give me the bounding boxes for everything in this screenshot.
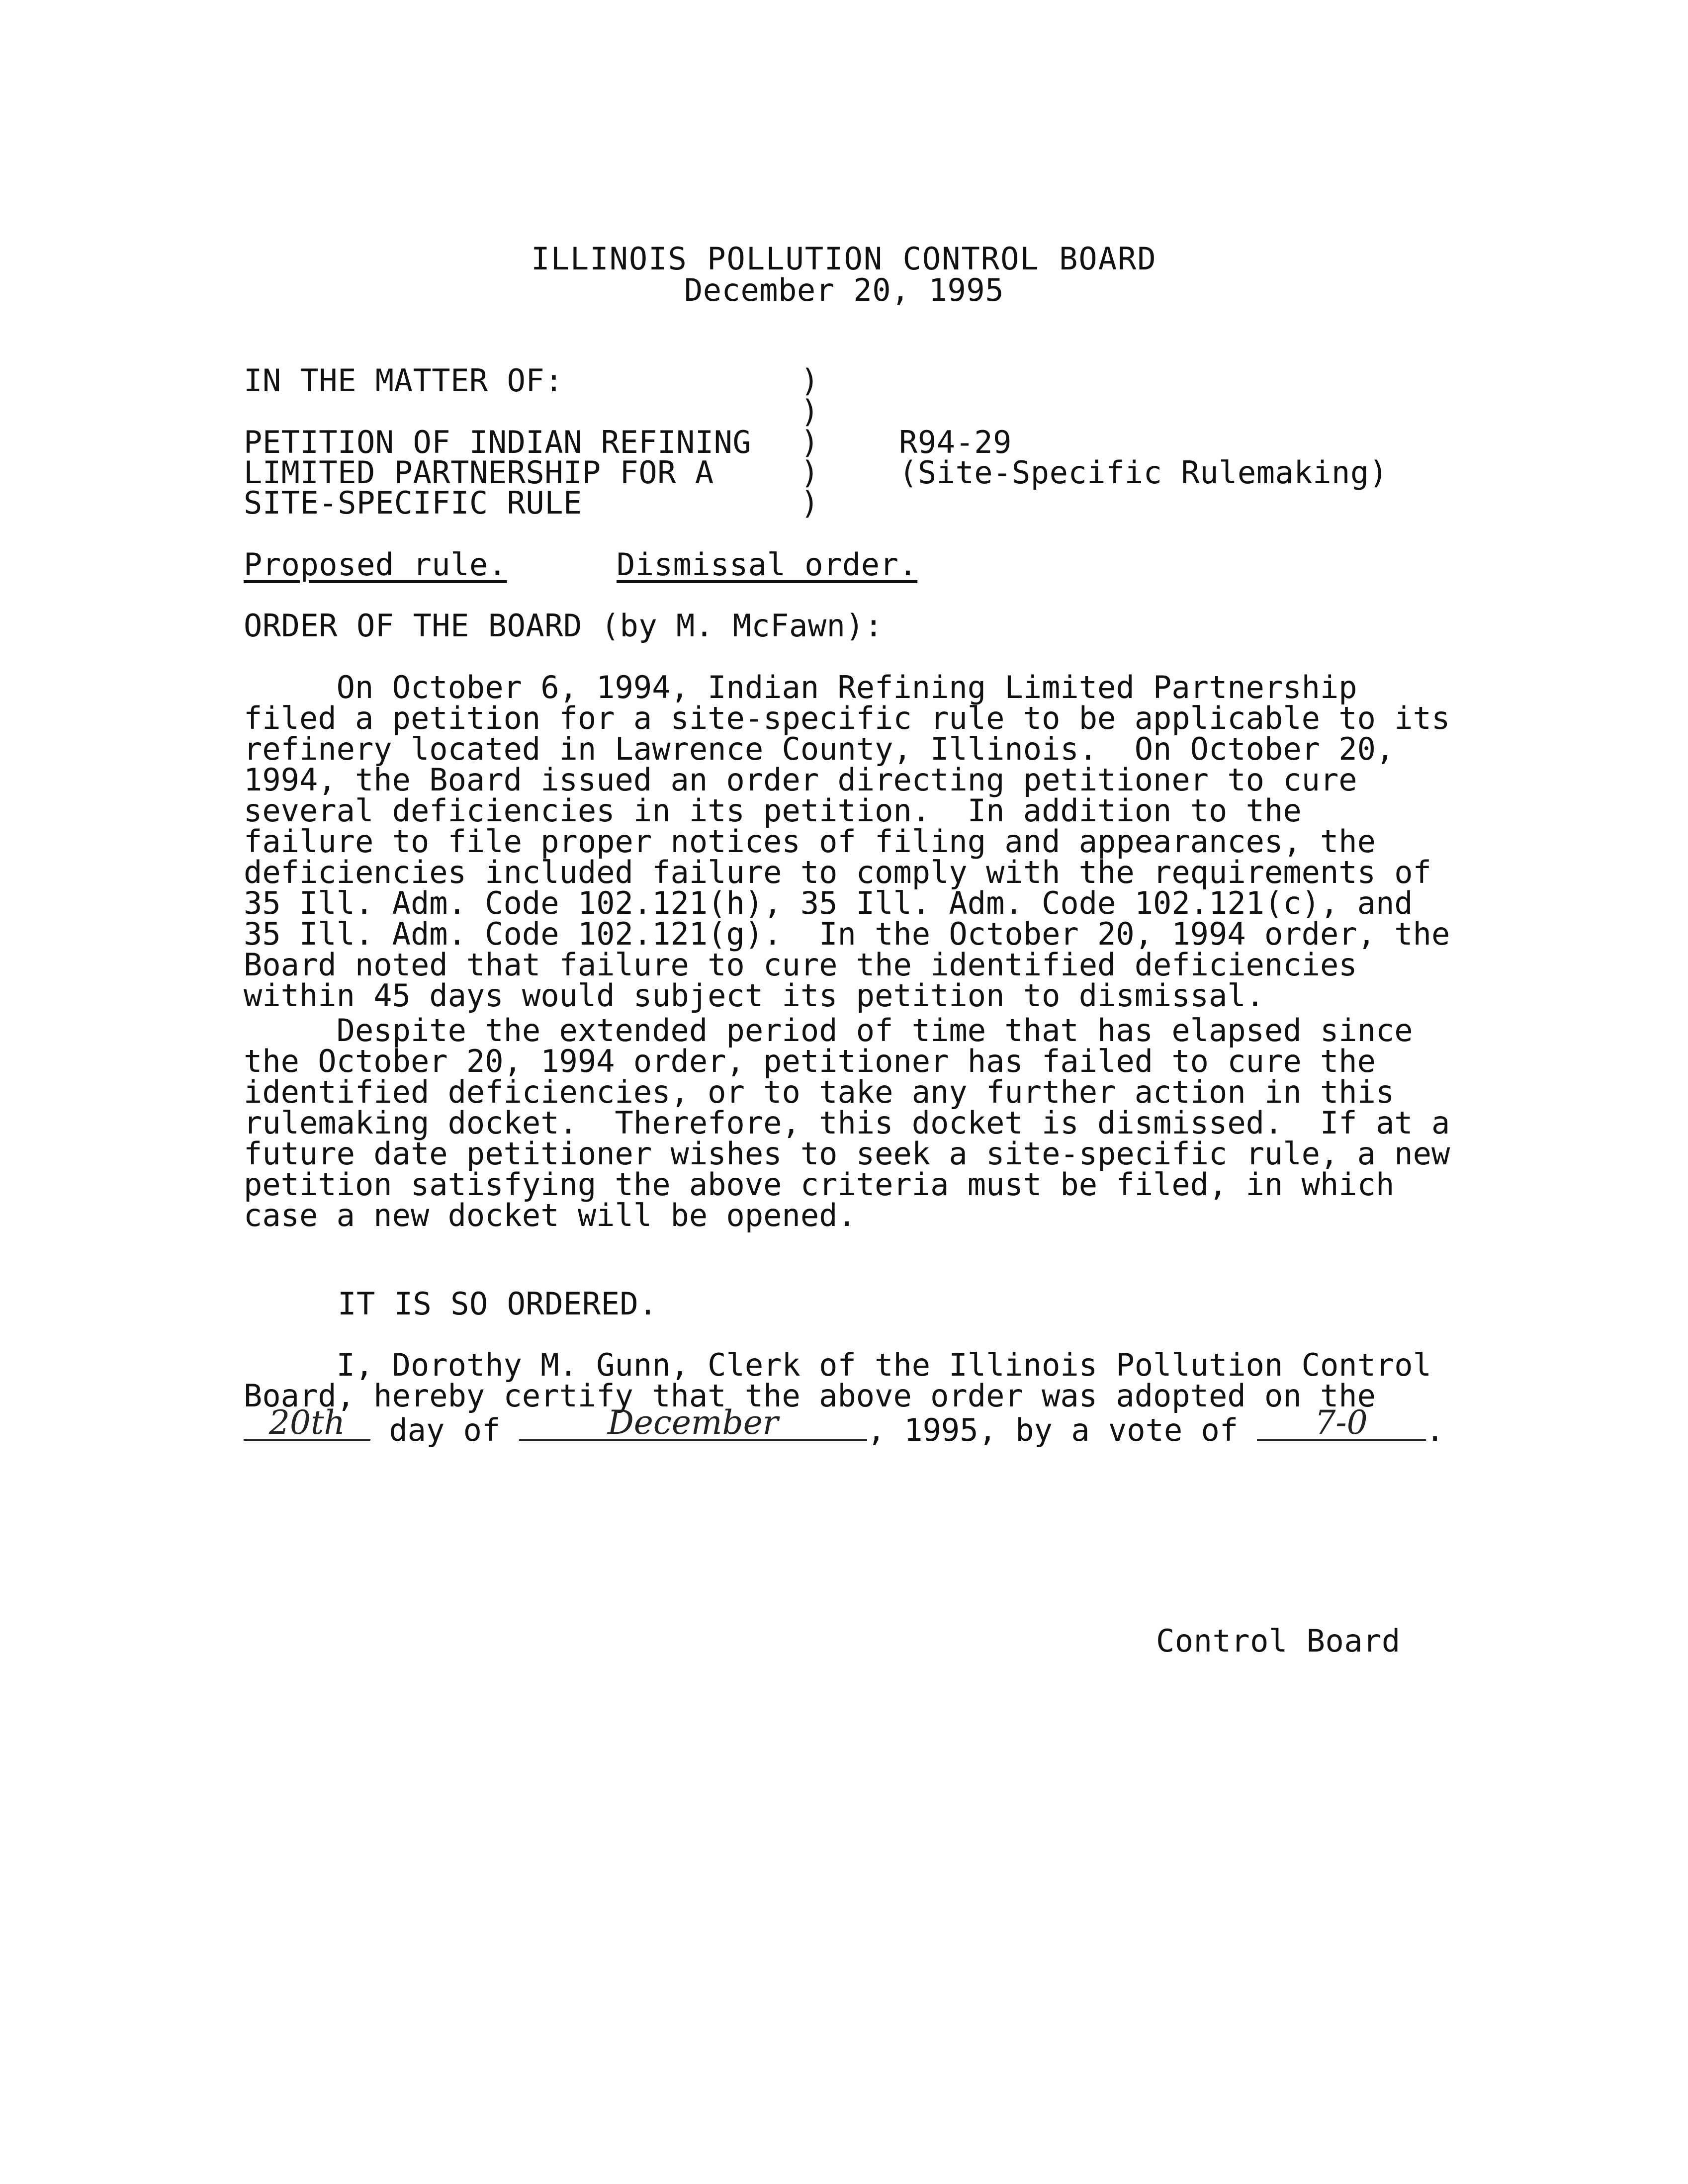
- paragraph-line: failure to file proper notices of filing and appearances, the: [244, 823, 1376, 860]
- certification-fill-line: [244, 1403, 1472, 1448]
- paragraph-line: the October 20, 1994 order, petitioner has failed to cure the: [244, 1043, 1376, 1079]
- signature-title: Control Board: [1156, 1623, 1401, 1659]
- caption-petition-line: SITE-SPECIFIC RULE: [244, 485, 582, 521]
- caption-paren: ): [800, 424, 819, 460]
- year-vote-text: , 1995, by a vote of: [867, 1412, 1257, 1448]
- paragraph-line: 1994, the Board issued an order directing petitioner to cure: [244, 762, 1357, 798]
- subject-dismissal-order: Dismissal order.: [617, 546, 918, 583]
- handwritten-vote: 7-0: [1315, 1403, 1368, 1442]
- handwritten-day: 20th: [268, 1403, 345, 1442]
- day-of-text: day of: [370, 1412, 519, 1448]
- caption-petition-line: LIMITED PARTNERSHIP FOR A: [244, 454, 714, 491]
- paragraph-line: 35 Ill. Adm. Code 102.121(g). In the October 20, 1994 order, the: [244, 916, 1450, 952]
- certification-block: [244, 1347, 1472, 1448]
- certification-line: I, Dorothy M. Gunn, Clerk of the Illinois Pollution Control: [244, 1347, 1431, 1383]
- paragraph-line: future date petitioner wishes to seek a site-specific rule, a new: [244, 1136, 1450, 1172]
- paragraph-line: case a new docket will be opened.: [244, 1197, 856, 1233]
- subject-proposed-rule: Proposed rule.: [244, 546, 507, 583]
- paragraph-line: refinery located in Lawrence County, Illinois. On October 20,: [244, 731, 1395, 767]
- header-organization: ILLINOIS POLLUTION CONTROL BOARD: [531, 241, 1157, 277]
- paragraph-line: Board noted that failure to cure the identified deficiencies: [244, 947, 1357, 983]
- end-period: .: [1425, 1412, 1444, 1448]
- paragraph-line: several deficiencies in its petition. In addition to the: [244, 792, 1302, 829]
- paragraph-line: filed a petition for a site-specific rule to be applicable to its: [244, 700, 1450, 736]
- paragraph-line: Despite the extended period of time that has elapsed since: [244, 1012, 1413, 1048]
- paragraph-line: identified deficiencies, or to take any further action in this: [244, 1074, 1395, 1110]
- paragraph-line: petition satisfying the above criteria must be filed, in which: [244, 1166, 1395, 1203]
- caption-paren: ): [800, 454, 819, 491]
- caption-in-the-matter: IN THE MATTER OF:: [244, 362, 564, 399]
- caption-paren: ): [800, 393, 819, 430]
- day-blank: [244, 1403, 370, 1442]
- vote-blank: [1257, 1403, 1426, 1442]
- header-date: December 20, 1995: [684, 272, 1004, 308]
- paragraph-line: rulemaking docket. Therefore, this docket is dismissed. If at a: [244, 1105, 1450, 1141]
- paragraph-line: deficiencies included failure to comply with the requirements of: [244, 854, 1431, 890]
- order-heading: ORDER OF THE BOARD (by M. McFawn):: [244, 608, 884, 644]
- so-ordered: IT IS SO ORDERED.: [244, 1286, 658, 1322]
- handwritten-month: December: [607, 1403, 779, 1442]
- paragraph-line: 35 Ill. Adm. Code 102.121(h), 35 Ill. Adm. Code 102.121(c), and: [244, 885, 1413, 921]
- month-blank: [519, 1403, 867, 1442]
- body-paragraph-1: [244, 669, 1472, 1014]
- caption-paren: ): [800, 362, 819, 399]
- certification-line: Board, hereby certify that the above order was adopted on the: [244, 1378, 1376, 1414]
- caption-petition-line: PETITION OF INDIAN REFINING: [244, 424, 752, 460]
- caption-paren: ): [800, 485, 819, 521]
- docket-type: (Site-Specific Rulemaking): [899, 454, 1388, 491]
- paragraph-line: within 45 days would subject its petition to dismissal.: [244, 977, 1264, 1014]
- body-paragraph-2: [244, 1012, 1472, 1233]
- paragraph-line: On October 6, 1994, Indian Refining Limited Partnership: [244, 669, 1357, 705]
- docket-number: R94-29: [899, 424, 1012, 460]
